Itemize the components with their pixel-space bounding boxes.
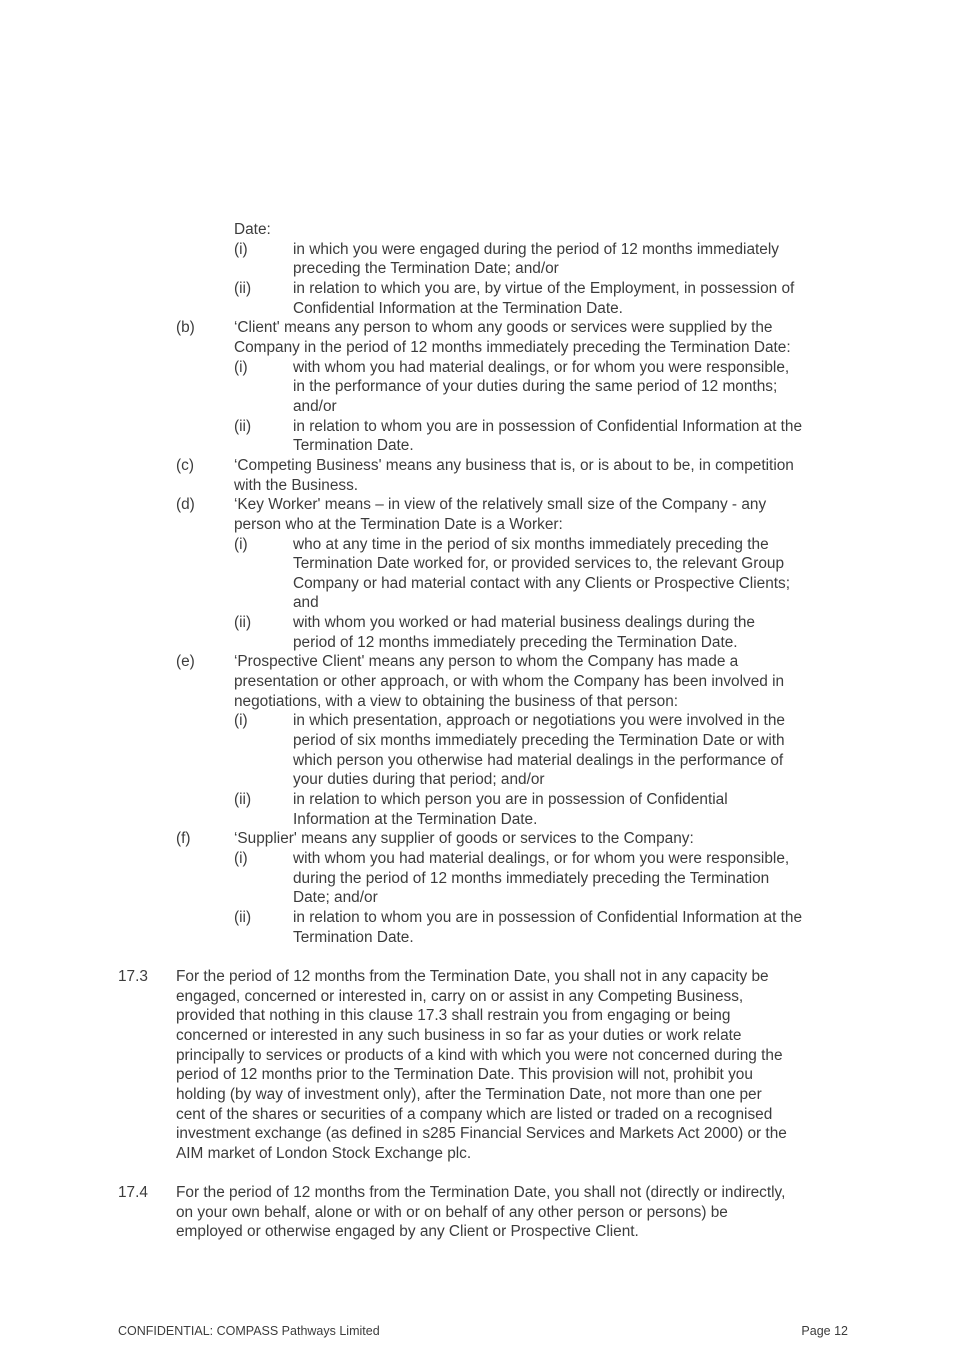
item-label: (ii) (234, 908, 252, 926)
text-line: Termination Date. (293, 928, 414, 946)
item-label: (d) (176, 496, 195, 514)
text-line: and (293, 594, 319, 612)
item-label: (ii) (234, 791, 252, 809)
item-label: (i) (234, 240, 248, 258)
item-label: (i) (234, 712, 248, 730)
list-item: (f) ‘Supplier' means any supplier of goods or services to the Company: (176, 830, 694, 848)
text-line: Termination Date. (293, 437, 414, 455)
text-line: period of six months immediately preceding the Termination Date or with (293, 732, 785, 750)
text-line: with the Business. (234, 476, 359, 494)
clause-number: 17.4 (118, 1184, 148, 1202)
text-line: Information at the Termination Date. (293, 810, 538, 828)
text-line: Company in the period of 12 months immediately preceding the Termination Date: (234, 338, 791, 356)
text-line: Company or had material contact with any Clients or Prospective Clients; (293, 574, 790, 592)
item-label: (c) (176, 456, 194, 474)
list-item: (b) ‘Client' means any person to whom any goods or services were supplied by the (176, 319, 773, 337)
text-line: Confidential Information at the Termination Date. (293, 299, 623, 317)
item-label: (i) (234, 358, 248, 376)
list-item: (ii) in relation to whom you are in possession of Confidential Information at the (234, 417, 803, 435)
list-item: (e) ‘Prospective Client' means any person to whom the Company has made a (176, 653, 739, 671)
item-label: (f) (176, 830, 191, 848)
list-item: (ii) with whom you worked or had material business dealings during the (234, 614, 755, 632)
item-label: (b) (176, 319, 195, 337)
page-footer (118, 1322, 848, 1340)
clause-number: 17.3 (118, 967, 148, 985)
list-item: (i) with whom you had material dealings, or for whom you were responsible, (234, 850, 790, 867)
text-line: preceding the Termination Date; and/or (293, 260, 559, 278)
text-line: which person you otherwise had material dealings in the performance of (293, 751, 784, 769)
list-item: (c) ‘Competing Business' means any business that is, or is about to be, in competition (176, 456, 794, 474)
list-item: (i) in which you were engaged during the period of 12 months immediately (234, 240, 779, 258)
item-label: (ii) (234, 614, 252, 632)
clause-17-3: 17.3 For the period of 12 months from the Termination Date, you shall not in any capacity be engaged, concerned or interested in, carry on or assist in any Competing Business, provided that nothing in this clause 17.3 shall restrain you from engaging or being concerned or interested in any such business in so far as your duties or work relate principally to services or products of a kind with which you were not concerned during the period of 12 months prior to the Termination Date. This provision will not, prohibit you holding (by way of investment only), after the Termination Date, not more than one per cent of the shares or securities of a company which are listed or traded on a recognised investment exchange (as defined in s285 Financial Services and Markets Act 2000) or the AIM market of London Stock Exchange plc. (118, 967, 787, 1162)
text-line: your duties during that period; and/or (293, 771, 545, 789)
item-label: (ii) (234, 417, 252, 435)
list-item: (i) with whom you had material dealings, or for whom you were responsible, (234, 358, 790, 376)
text-line: Date: (234, 221, 271, 238)
text-line: Date; and/or (293, 889, 378, 907)
text-line: and/or (293, 397, 337, 415)
list-item: (ii) in relation to whom you are in possession of Confidential Information at the (234, 908, 803, 926)
page-number: Page 12 (801, 1324, 848, 1338)
item-label: (e) (176, 653, 195, 671)
text-line: presentation or other approach, or with whom the Company has been involved in (234, 673, 785, 691)
footer-confidential-label: CONFIDENTIAL: COMPASS Pathways Limited (118, 1324, 380, 1338)
document-body (0, 220, 965, 1242)
text-line: person who at the Termination Date is a Worker: (234, 515, 563, 533)
list-item: (ii) in relation to which person you are in possession of Confidential (234, 791, 728, 809)
definitions-list (0, 220, 965, 947)
text-line: in the performance of your duties during the same period of 12 months; (293, 378, 778, 396)
item-label: (ii) (234, 279, 252, 297)
text-line: period of 12 months immediately preceding the Termination Date. (293, 633, 738, 651)
list-item: (ii) in relation to which you are, by virtue of the Employment, in possession of (234, 279, 795, 297)
item-label: (i) (234, 535, 248, 553)
clause-17-4: 17.4 For the period of 12 months from the Termination Date, you shall not (directly or indirectly, on your own behalf, alone or with or on behalf of any other person or persons) be employed or otherwise engaged by any Client or Prospective Client. (118, 1184, 786, 1241)
text-line: Termination Date worked for, or provided services to, the relevant Group (293, 555, 785, 573)
text-line: negotiations, with a view to obtaining the business of that person: (234, 692, 679, 710)
item-label: (i) (234, 850, 248, 867)
list-item: (d) ‘Key Worker' means – in view of the relatively small size of the Company - any (176, 496, 767, 514)
list-item: (i) in which presentation, approach or negotiations you were involved in the (234, 712, 785, 730)
text-line: during the period of 12 months immediately preceding the Termination (293, 869, 770, 887)
list-item: (i) who at any time in the period of six months immediately preceding the (234, 535, 769, 553)
